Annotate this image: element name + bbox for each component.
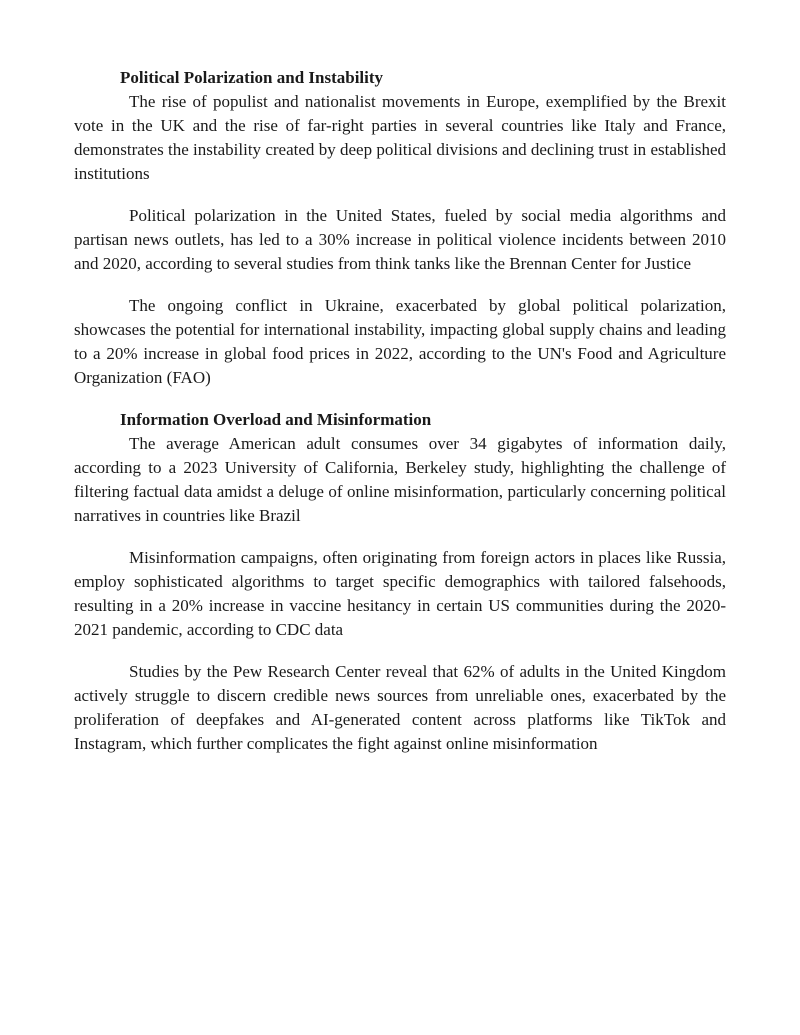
paragraph: The ongoing conflict in Ukraine, exacerbated by global political polarization, showcases the potential for international instability, impacting global supply chains and leading to a 20% increase in global food prices in 2022, according to the UN's Food and Agriculture Organization (FAO) <box>74 296 726 387</box>
paragraph-spacer <box>74 186 726 204</box>
section-political-polarization <box>74 66 726 390</box>
paragraph-spacer <box>74 276 726 294</box>
paragraph: The average American adult consumes over 34 gigabytes of information daily, according to a 2023 University of California, Berkeley study, highlighting the challenge of filtering factual data amidst a deluge of online misinformation, particularly concerning political narratives in countries like Brazil <box>74 434 726 525</box>
paragraph: Political polarization in the United States, fueled by social media algorithms and partisan news outlets, has led to a 30% increase in political violence incidents between 2010 and 2020, according to several studies from think tanks like the Brennan Center for Justice <box>74 206 726 273</box>
paragraph-spacer <box>74 528 726 546</box>
paragraph: The rise of populist and nationalist movements in Europe, exemplified by the Brexit vote in the UK and the rise of far-right parties in several countries like Italy and France, demonstrates the instability created by deep political divisions and declining trust in established institutions <box>74 92 726 183</box>
section-heading: Political Polarization and Instability <box>120 68 384 87</box>
section-information-overload <box>74 408 726 756</box>
paragraph: Misinformation campaigns, often originating from foreign actors in places like Russia, employ sophisticated algorithms to target specific demographics with tailored falsehoods, resulting in a 20% increase in vaccine hesitancy in certain US communities during the 2020-2021 pandemic, according to CDC data <box>74 548 726 639</box>
paragraph: Studies by the Pew Research Center reveal that 62% of adults in the United Kingdom actively struggle to discern credible news sources from unreliable ones, exacerbated by the proliferation of deepfakes and AI-generated content across platforms like TikTok and Instagram, which further complicates the fight against online misinformation <box>74 662 726 753</box>
document-page <box>74 66 726 756</box>
paragraph-spacer <box>74 642 726 660</box>
section-heading: Information Overload and Misinformation <box>120 410 432 429</box>
